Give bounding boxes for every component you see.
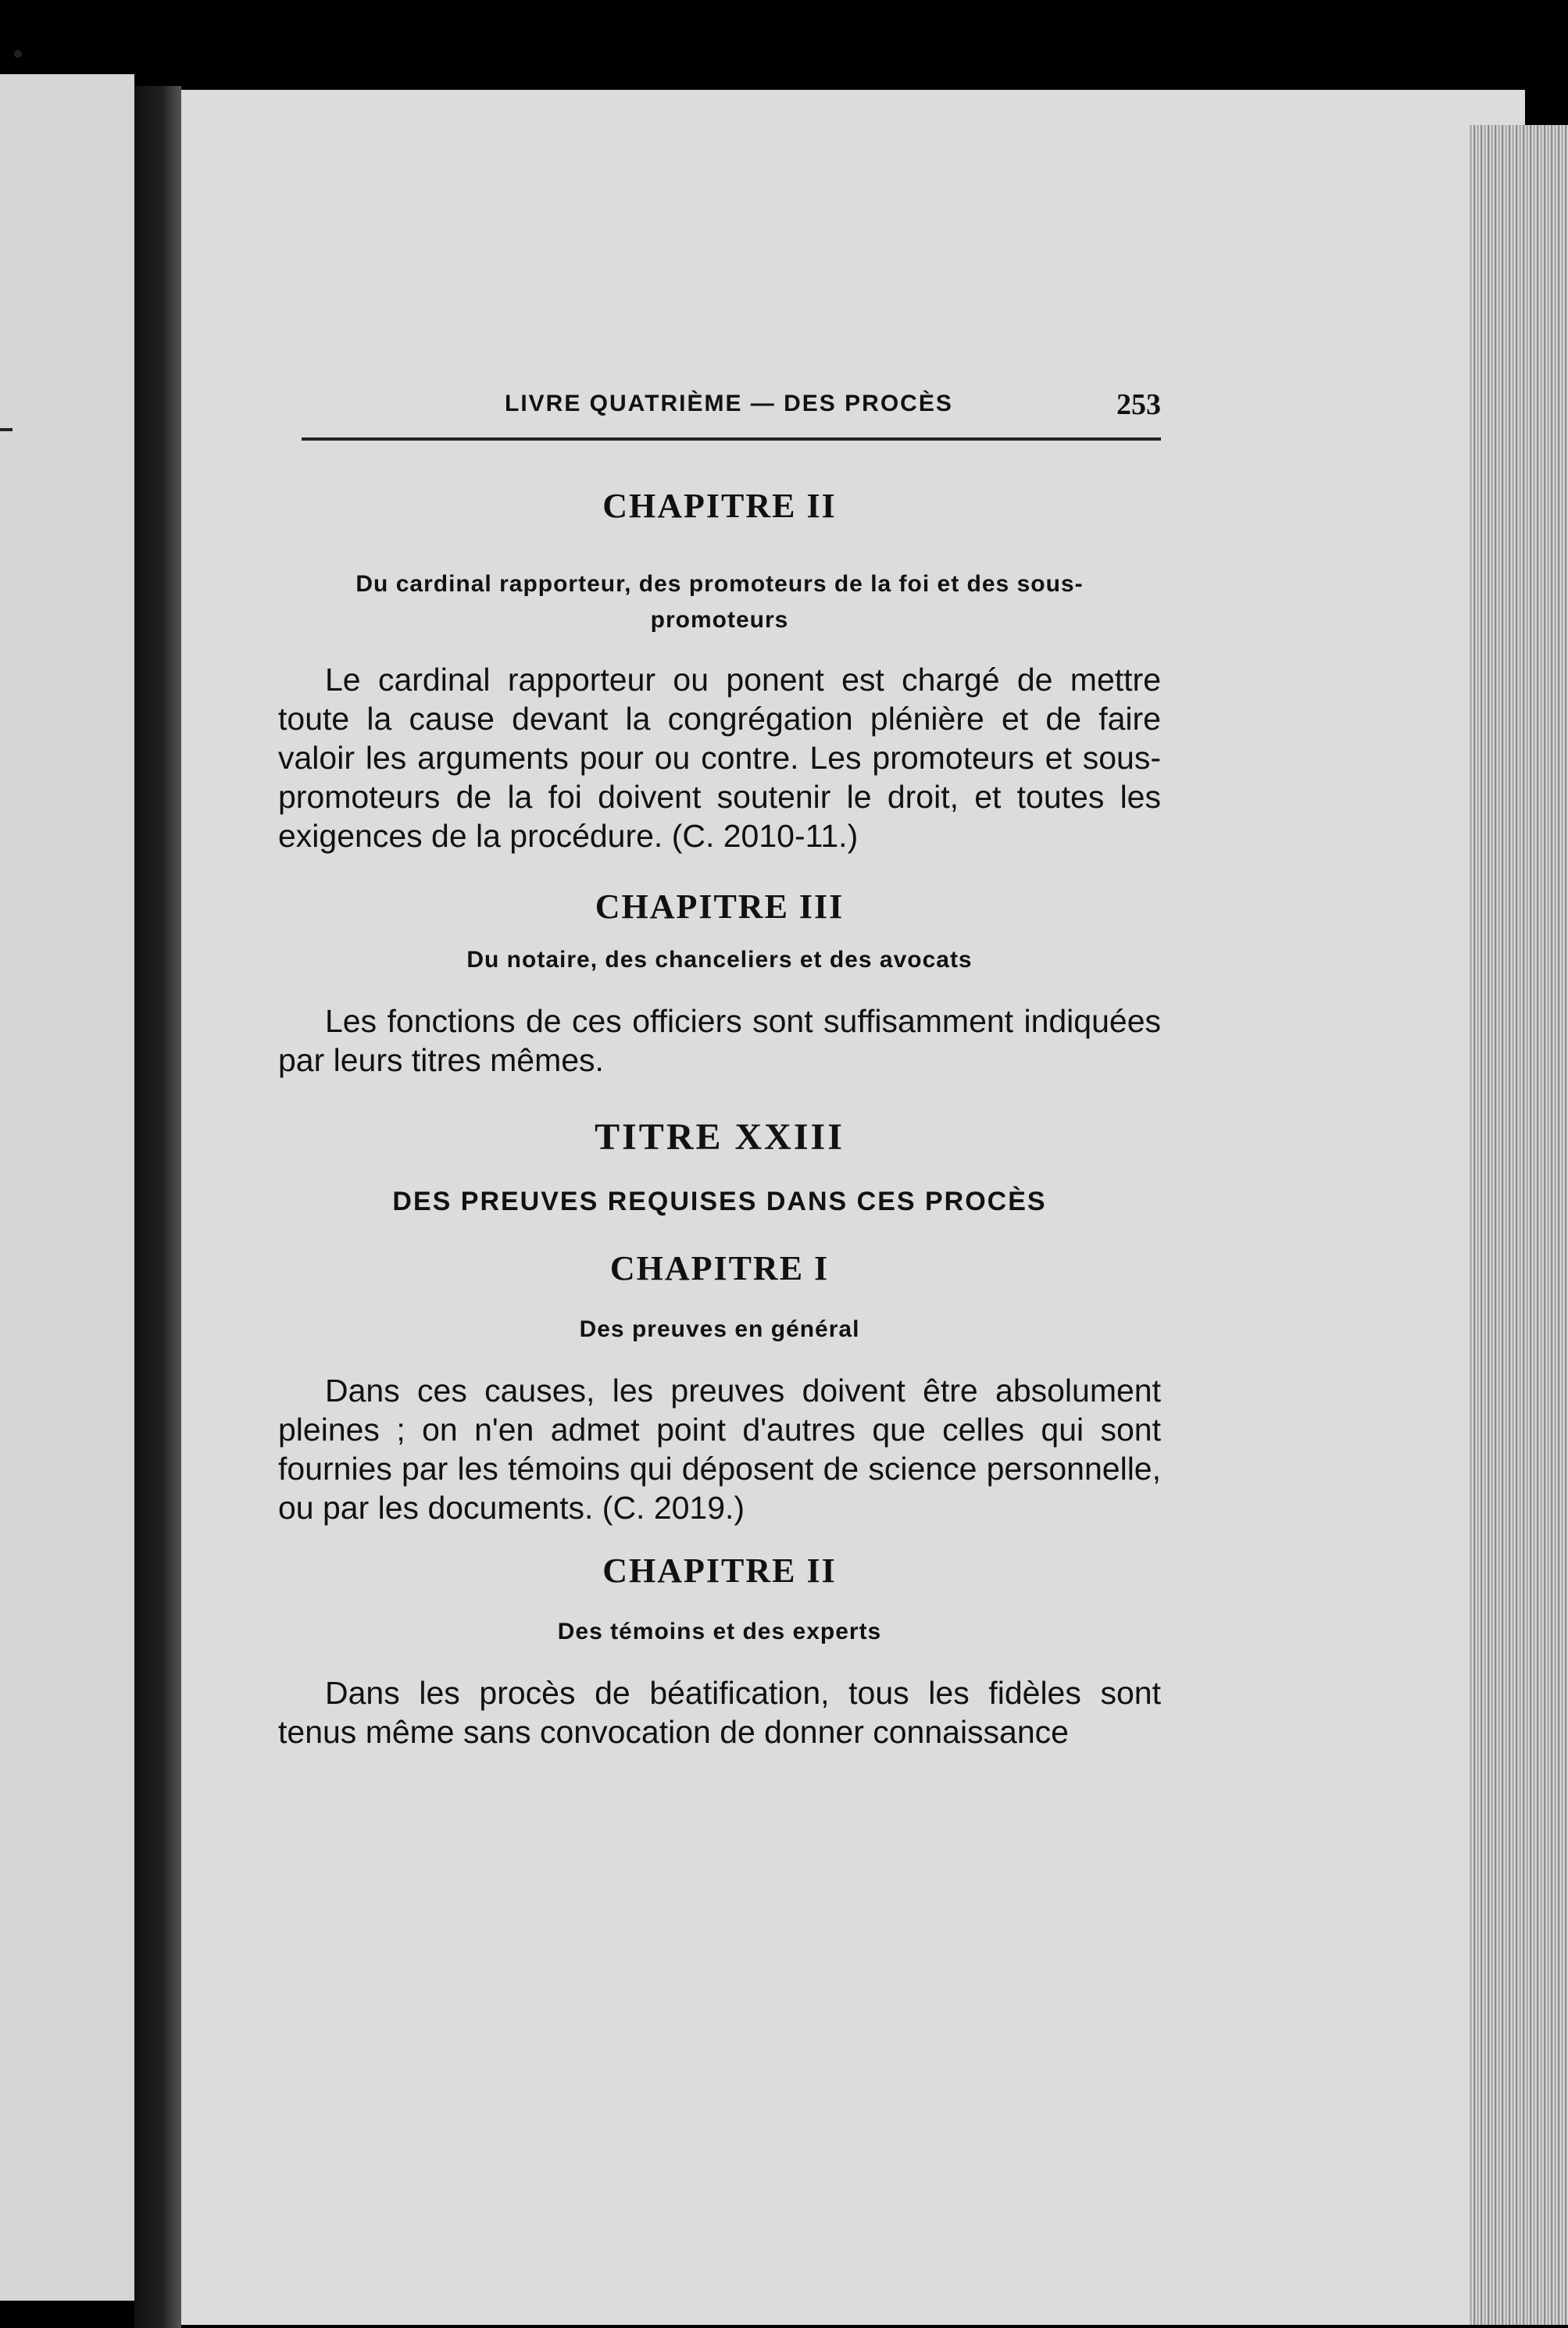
chapter-subtitle: Des témoins et des experts <box>557 1619 882 1644</box>
facing-page-edge <box>0 74 134 2301</box>
paragraph: Dans les procès de béatification, tous les fidèles sont tenus même sans convocation de donner connaissance <box>278 1675 1161 1750</box>
margin-mark <box>0 428 13 431</box>
book-gutter <box>134 86 181 2328</box>
page-number: 253 <box>1116 388 1161 421</box>
margin-mark <box>14 50 22 58</box>
paragraph: Le cardinal rapporteur ou ponent est chargé de mettre toute la cause devant la congrégation plénière et de faire valoir les arguments pour ou contre. Les promoteurs et sous-promoteurs de la foi doivent soutenir le droit, et toutes les exigences de la procédure. (C. 2010-11.) <box>278 662 1161 854</box>
titre-heading: TITRE XXIII <box>595 1116 845 1158</box>
chapter-heading: CHAPITRE II <box>602 487 837 525</box>
paragraph: Dans ces causes, les preuves doivent être absolument pleines ; on n'en admet point d'autres que celles qui sont fournies par les témoins qui déposent de science personnelle, ou par les documents. (C. 2019.) <box>278 1373 1161 1526</box>
chapter-subtitle: Du cardinal rapporteur, des promoteurs de la foi et des sous-promoteurs <box>355 571 1084 633</box>
chapter-heading: CHAPITRE III <box>595 887 845 926</box>
titre-subtitle: DES PREUVES REQUISES DANS CES PROCÈS <box>392 1187 1047 1216</box>
page-stack-edge <box>1469 125 1568 2325</box>
paragraph: Les fonctions de ces officiers sont suffisamment indiquées par leurs titres mêmes. <box>278 1003 1161 1078</box>
chapter-subtitle: Des preuves en général <box>579 1316 860 1342</box>
header-rule <box>302 437 1161 441</box>
chapter-subtitle: Du notaire, des chanceliers et des avocats <box>466 947 973 973</box>
page-text <box>278 359 1161 1751</box>
running-title: LIVRE QUATRIÈME — DES PROCÈS <box>505 391 953 416</box>
running-head <box>278 359 1161 430</box>
chapter-heading: CHAPITRE II <box>602 1551 837 1590</box>
chapter-heading: CHAPITRE I <box>609 1249 830 1287</box>
